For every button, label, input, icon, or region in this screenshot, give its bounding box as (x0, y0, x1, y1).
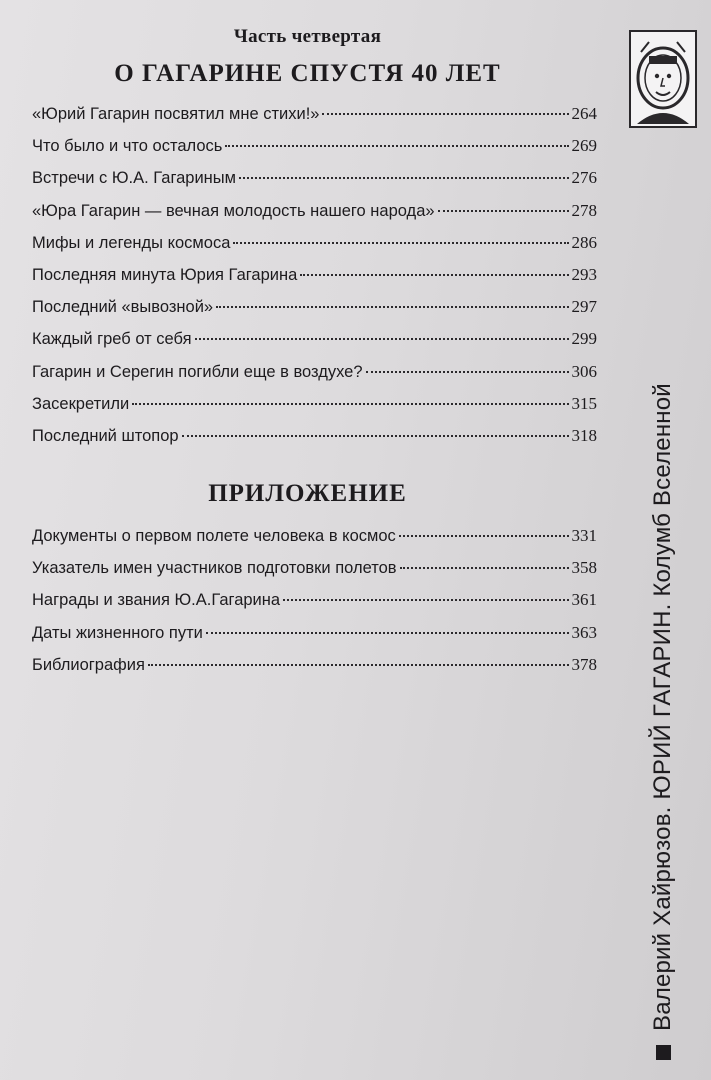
toc-entry-page: 378 (571, 654, 597, 674)
toc-entry-page: 299 (571, 329, 597, 349)
toc-entry-title: Встречи с Ю.А. Гагариным (32, 169, 237, 188)
dot-leader (206, 632, 569, 634)
toc-entry (32, 265, 597, 297)
toc-entry-page: 363 (571, 622, 597, 642)
toc-entry-page: 331 (571, 526, 597, 545)
toc-entry-title: Засекретили (32, 394, 130, 413)
toc-entry (32, 136, 597, 168)
toc-entry-title: Библиография (32, 655, 145, 674)
dot-leader (239, 177, 568, 179)
toc-entry-page: 264 (571, 104, 597, 123)
toc-entry-page: 358 (571, 558, 597, 578)
dot-leader (182, 435, 569, 437)
toc-appendix-list (32, 526, 597, 687)
dot-leader (399, 535, 569, 537)
toc-entry-title: Каждый греб от себя (32, 330, 192, 349)
dot-leader (438, 210, 569, 212)
toc-entry-page: 269 (571, 136, 597, 156)
toc-entry-title: «Юрий Гагарин посвятил мне стихи!» (32, 105, 320, 123)
toc-entry-page: 361 (571, 590, 597, 610)
dot-leader (132, 403, 568, 405)
toc-entry-title: «Юра Гагарин — вечная молодость нашего народа» (32, 201, 435, 220)
toc-entry (32, 558, 597, 590)
toc-entry-title: Награды и звания Ю.А.Гагарина (32, 591, 281, 610)
toc-entry (32, 297, 597, 329)
dot-leader (195, 338, 569, 340)
square-bullet-icon (656, 1045, 671, 1060)
toc-entry-page: 318 (571, 425, 597, 445)
toc-entry (32, 623, 597, 655)
toc-entry (32, 329, 597, 361)
toc-entry-page: 276 (571, 168, 597, 188)
toc-entry (32, 590, 597, 622)
toc-entry-page: 297 (571, 297, 597, 317)
toc-entry (32, 526, 597, 558)
toc-entry-title: Документы о первом полете человека в космос (32, 527, 396, 545)
cosmonaut-portrait-icon (629, 30, 697, 128)
dot-leader (225, 145, 568, 147)
toc-entry-title: Мифы и легенды космоса (32, 233, 231, 252)
appendix-title: ПРИЛОЖЕНИЕ (208, 480, 407, 507)
dot-leader (283, 599, 568, 601)
toc-entry-title: Даты жизненного пути (32, 623, 203, 642)
toc-entry (32, 104, 597, 136)
toc-entry-page: 286 (571, 232, 597, 252)
toc-entry-title: Последний штопор (32, 426, 179, 445)
running-head-margin (615, 0, 711, 1080)
toc-entry (32, 168, 597, 200)
dot-leader (216, 306, 568, 308)
toc-entry-page: 306 (571, 361, 597, 381)
toc-entry-page: 293 (571, 264, 597, 284)
toc-entry (32, 362, 597, 394)
part-label: Часть четвертая (233, 26, 382, 47)
toc-entry (32, 655, 597, 687)
toc-entry-title: Что было и что осталось (32, 137, 223, 156)
toc-entry-title: Последний «вывозной» (32, 298, 214, 317)
dot-leader (148, 664, 569, 666)
toc-entry-title: Указатель имен участников подготовки полетов (32, 559, 397, 578)
toc-entry-page: 278 (571, 200, 597, 220)
toc-part-list (32, 104, 597, 458)
running-title-text: Валерий Хайрюзов. ЮРИЙ ГАГАРИН. Колумб Вселенной (649, 383, 676, 1031)
toc-entry (32, 201, 597, 233)
toc-entry (32, 426, 597, 458)
toc-entry-title: Гагарин и Серегин погибли еще в воздухе? (32, 362, 363, 381)
dot-leader (300, 274, 568, 276)
toc-entry-title: Последняя минута Юрия Гагарина (32, 265, 298, 284)
dot-leader (400, 567, 569, 569)
dot-leader (366, 371, 569, 373)
dot-leader (233, 242, 568, 244)
toc-entry-page: 315 (571, 393, 597, 413)
toc-entry (32, 394, 597, 426)
dot-leader (322, 113, 568, 115)
toc-entry (32, 233, 597, 265)
part-title: О ГАГАРИНЕ СПУСТЯ 40 ЛЕТ (114, 60, 501, 87)
